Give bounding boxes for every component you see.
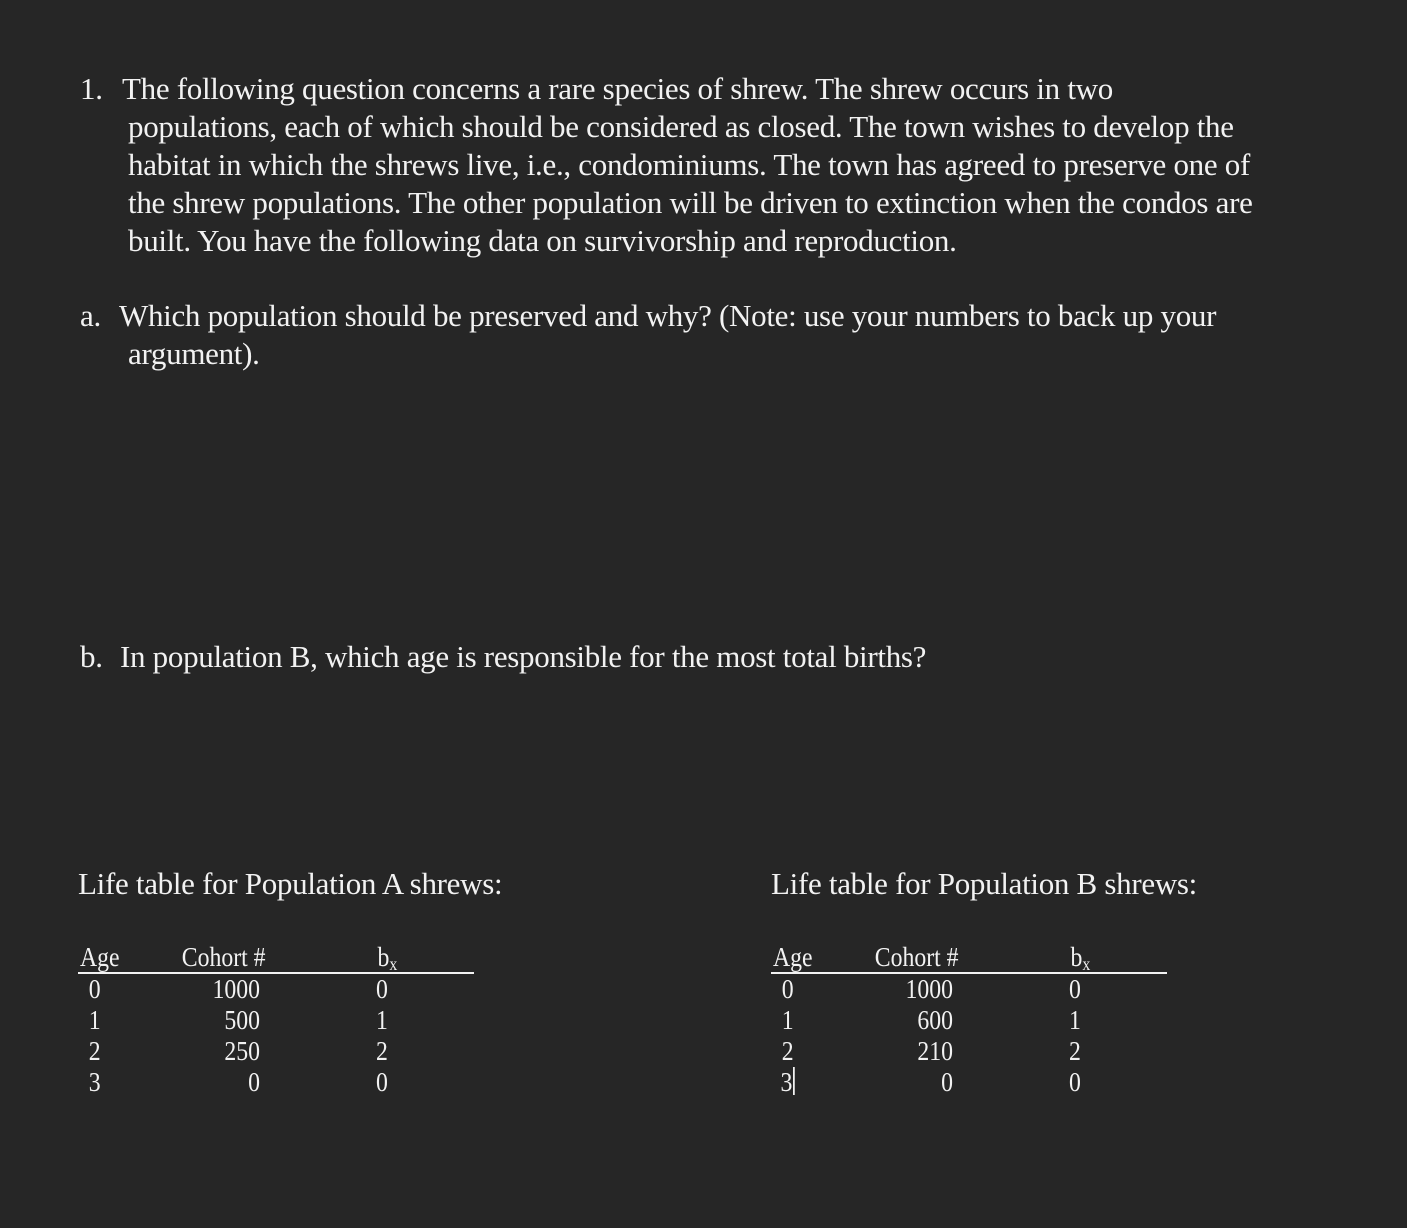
- header-age: Age: [773, 942, 813, 972]
- part-b-text: In population B, which age is responsible for the most total births?: [120, 639, 927, 674]
- table-row: [78, 974, 474, 1005]
- age-cell: 3: [88, 1067, 101, 1097]
- bx-cell: 2: [1069, 1036, 1081, 1066]
- cohort-cell: 600: [917, 1005, 953, 1035]
- question-line: The following question concerns a rare species of shrew. The shrew occurs in two: [122, 71, 1113, 106]
- cohort-cell: 210: [917, 1036, 953, 1066]
- table-row: [771, 974, 1167, 1005]
- table-a-title: Life table for Population A shrews:: [78, 866, 503, 901]
- question-line: habitat in which the shrews live, i.e., condominiums. The town has agreed to preserve one of: [128, 147, 1250, 182]
- cohort-cell: 500: [224, 1005, 260, 1035]
- question-line: built. You have the following data on survivorship and reproduction.: [128, 223, 957, 258]
- header-cohort: Cohort #: [874, 942, 959, 972]
- age-cell: 2: [781, 1036, 794, 1066]
- age-cell: 0: [88, 974, 101, 1004]
- age-cell: 1: [781, 1005, 794, 1035]
- bx-cell: 1: [1069, 1005, 1081, 1035]
- table-row: [771, 1005, 1167, 1036]
- table-header: [78, 942, 474, 974]
- part-b-label: b.: [80, 639, 103, 674]
- age-cell: 3: [771, 1067, 804, 1098]
- table-row: [78, 1005, 474, 1036]
- cohort-cell: 1000: [905, 974, 953, 1004]
- bx-cell: 0: [1069, 1067, 1081, 1097]
- part-a-line: argument).: [128, 336, 260, 371]
- bx-cell: 0: [376, 1067, 388, 1097]
- part-a-line: Which population should be preserved and why? (Note: use your numbers to back up your: [119, 298, 1217, 333]
- life-table-a: [78, 942, 474, 1098]
- table-row: [771, 1067, 1167, 1098]
- question-number: 1.: [80, 71, 103, 106]
- age-cell: 0: [781, 974, 794, 1004]
- bx-cell: 1: [376, 1005, 388, 1035]
- cohort-cell: 0: [248, 1067, 260, 1097]
- header-cohort: Cohort #: [181, 942, 266, 972]
- header-bx: $b_x$: [377, 942, 398, 974]
- question-line: populations, each of which should be considered as closed. The town wishes to develop the: [128, 109, 1234, 144]
- header-age: Age: [80, 942, 120, 972]
- table-row: [78, 1036, 474, 1067]
- cohort-cell: 1000: [212, 974, 260, 1004]
- part-a-label: a.: [80, 298, 101, 333]
- table-row: [771, 1036, 1167, 1067]
- question-line: the shrew populations. The other population will be driven to extinction when the condos are: [128, 185, 1253, 220]
- bx-cell: 0: [1069, 974, 1081, 1004]
- bx-cell: 0: [376, 974, 388, 1004]
- header-bx: $b_x$: [1070, 942, 1091, 974]
- cohort-cell: 0: [941, 1067, 953, 1097]
- life-table-b: [771, 942, 1167, 1098]
- cohort-cell: 250: [224, 1036, 260, 1066]
- table-b-title: Life table for Population B shrews:: [771, 866, 1197, 901]
- age-cell: 1: [88, 1005, 101, 1035]
- table-header: [771, 942, 1167, 974]
- table-row: [78, 1067, 474, 1098]
- bx-cell: 2: [376, 1036, 388, 1066]
- age-cell: 2: [88, 1036, 101, 1066]
- text-cursor: [793, 1067, 795, 1095]
